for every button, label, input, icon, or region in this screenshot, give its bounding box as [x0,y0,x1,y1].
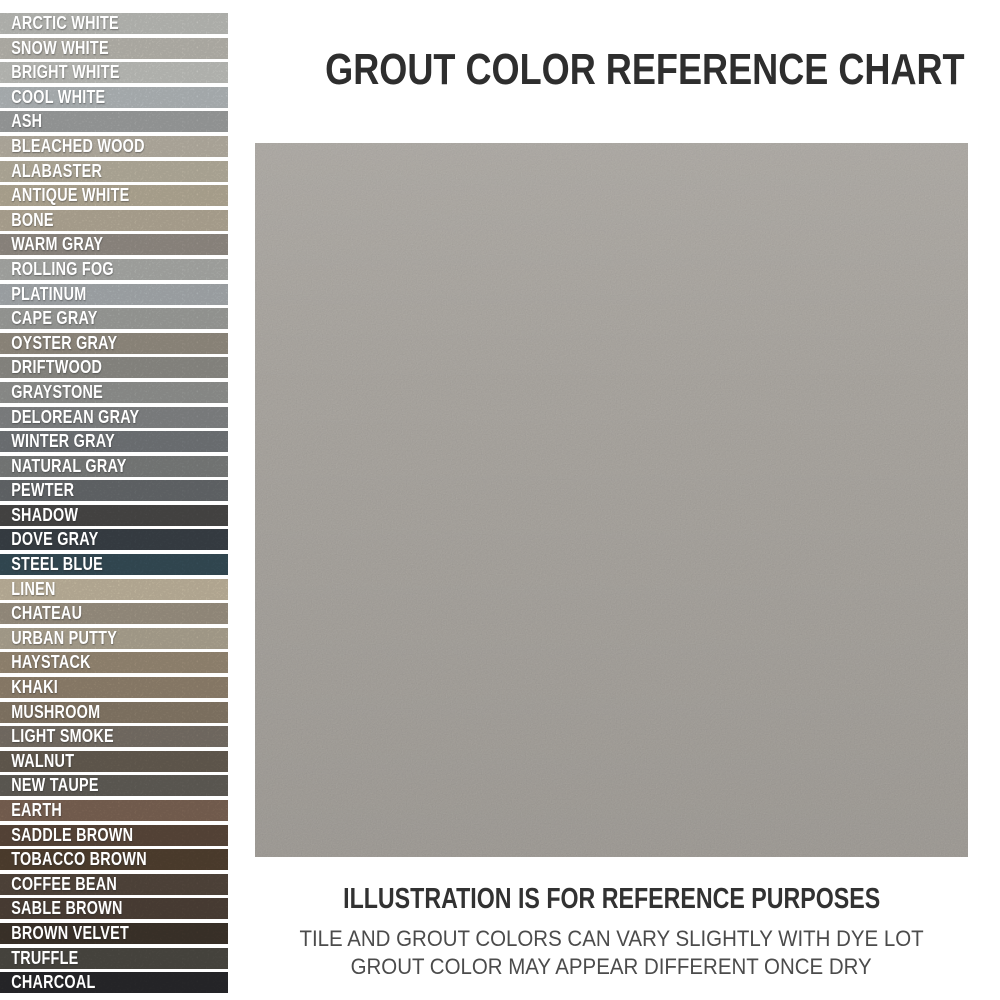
swatch-label: WALNUT [11,750,75,771]
swatch-steel-blue [0,554,228,575]
swatch-bone [0,210,228,231]
swatch-ash [0,111,228,132]
swatch-label: OYSTER GRAY [11,332,118,353]
swatch-label: EARTH [11,800,62,820]
swatch-alabaster [0,161,228,182]
swatch-label: SNOW WHITE [11,37,109,58]
footer-heading-text: ILLUSTRATION IS FOR REFERENCE PURPOSES [342,883,881,915]
swatch-brown-velvet [0,923,228,944]
swatch-warm-gray [0,234,228,255]
swatch-label: SADDLE BROWN [11,824,134,845]
swatch-khaki [0,677,228,698]
swatch-snow-white [0,38,228,59]
swatch-delorean-gray [0,407,228,428]
swatch-label: BRIGHT WHITE [11,62,120,83]
swatch-label: DRIFTWOOD [11,357,103,378]
swatch-label: STEEL BLUE [11,554,103,575]
swatch-linen [0,579,228,600]
tile-grain-texture [255,143,968,857]
swatch-cape-gray [0,308,228,329]
swatch-driftwood [0,357,228,378]
swatch-label: BLEACHED WOOD [11,135,145,156]
swatch-list [0,13,228,993]
swatch-light-smoke [0,726,228,747]
swatch-label: COFFEE BEAN [11,873,118,894]
swatch-label: SABLE BROWN [11,898,123,919]
swatch-label: MUSHROOM [11,701,101,722]
page-title [255,45,968,94]
swatch-label: CHARCOAL [11,972,96,993]
swatch-winter-gray [0,431,228,452]
swatch-charcoal [0,972,228,993]
swatch-label: COOL WHITE [11,86,106,107]
grout-tile-sample [255,143,968,857]
swatch-label: LINEN [11,578,56,599]
swatch-label: KHAKI [11,677,58,698]
swatch-mushroom [0,702,228,723]
swatch-label: PLATINUM [11,283,87,304]
swatch-label: PEWTER [11,480,75,501]
swatch-label: WARM GRAY [11,234,104,255]
swatch-label: CHATEAU [11,603,83,624]
swatch-label: URBAN PUTTY [11,627,118,648]
swatch-platinum [0,284,228,305]
swatch-label: DELOREAN GRAY [11,406,140,427]
swatch-oyster-gray [0,333,228,354]
swatch-label: NATURAL GRAY [11,455,127,476]
swatch-cool-white [0,87,228,108]
footer-disclaimer [255,884,968,982]
tile-shading-overlay [255,143,968,857]
swatch-bright-white [0,62,228,83]
swatch-earth [0,800,228,821]
swatch-label: WINTER GRAY [11,431,115,452]
swatch-antique-white [0,185,228,206]
swatch-label: SHADOW [11,504,79,525]
swatch-walnut [0,751,228,772]
swatch-natural-gray [0,456,228,477]
swatch-label: ALABASTER [11,160,103,181]
footer-line-1-text: TILE AND GROUT COLORS CAN VARY SLIGHTLY WITH DYE LOT [299,926,924,951]
swatch-label: LIGHT SMOKE [11,726,114,747]
swatch-new-taupe [0,775,228,796]
swatch-label: NEW TAUPE [11,775,99,796]
swatch-label: DOVE GRAY [11,529,99,550]
footer-line-2-text: GROUT COLOR MAY APPEAR DIFFERENT ONCE DRY [350,954,873,979]
swatch-haystack [0,652,228,673]
swatch-label: ANTIQUE WHITE [11,185,130,206]
footer-line-2 [255,954,968,982]
swatch-label: ARCTIC WHITE [11,13,119,33]
swatch-dove-gray [0,529,228,550]
swatch-label: GRAYSTONE [11,381,103,402]
swatch-label: BONE [11,209,54,230]
swatch-arctic-white [0,13,228,34]
swatch-label: TOBACCO BROWN [11,849,147,870]
swatch-label: HAYSTACK [11,652,91,673]
footer-line-1 [255,926,968,954]
swatch-label: CAPE GRAY [11,308,98,329]
swatch-coffee-bean [0,874,228,895]
swatch-rolling-fog [0,259,228,280]
page-title-text: GROUT COLOR REFERENCE CHART [325,45,965,94]
swatch-truffle [0,948,228,969]
swatch-label: BROWN VELVET [11,922,130,943]
swatch-pewter [0,480,228,501]
swatch-bleached-wood [0,136,228,157]
swatch-shadow [0,505,228,526]
swatch-chateau [0,603,228,624]
swatch-label: ROLLING FOG [11,258,114,279]
swatch-saddle-brown [0,825,228,846]
swatch-sable-brown [0,898,228,919]
swatch-urban-putty [0,628,228,649]
swatch-label: ASH [11,111,43,132]
footer-heading [255,884,968,919]
swatch-label: TRUFFLE [11,947,79,968]
swatch-tobacco-brown [0,849,228,870]
swatch-graystone [0,382,228,403]
